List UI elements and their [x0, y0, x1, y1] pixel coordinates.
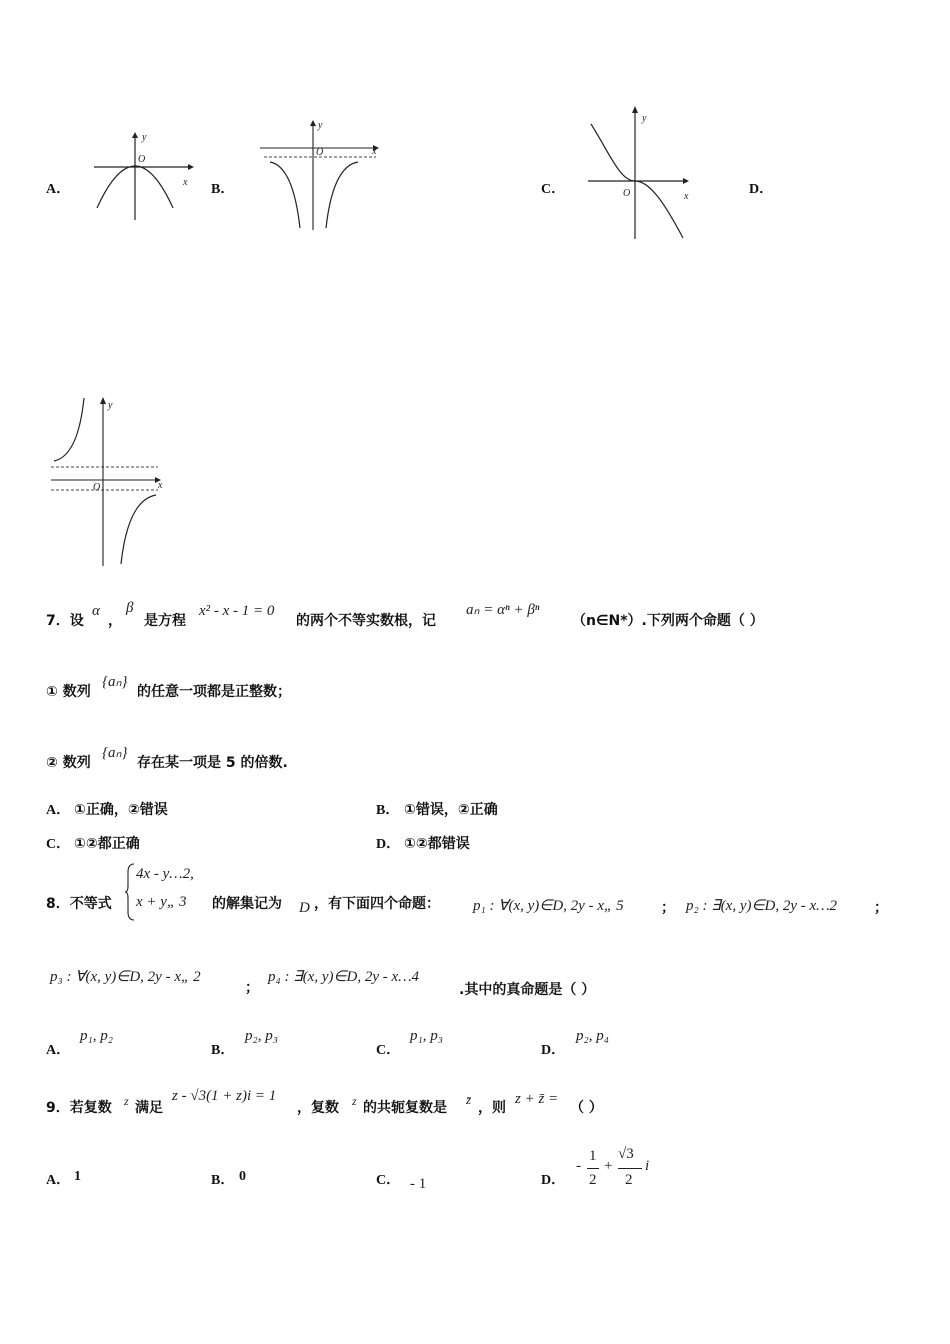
q7-beta: β — [126, 600, 134, 616]
q8-option-a[interactable]: p₁, p₂ — [80, 1028, 113, 1044]
q7-alpha: α — [92, 603, 100, 619]
q8-system-line-1: 4x - y…2, — [136, 866, 194, 882]
q9-expression: z + z̄ = — [515, 1091, 559, 1107]
origin-label: O — [138, 154, 146, 165]
svg-text:x: x — [684, 191, 689, 202]
q9-option-b[interactable]: 0 — [239, 1169, 246, 1184]
q7-seq-1: {aₙ} — [102, 674, 128, 690]
option-a-label: A． — [46, 182, 71, 197]
q9-option-a[interactable]: 1 — [74, 1169, 81, 1184]
brace-icon — [124, 862, 136, 922]
svg-text:x: x — [372, 146, 377, 157]
svg-text:y: y — [108, 400, 113, 411]
q7-option-c[interactable]: ①②都正确 — [74, 836, 140, 852]
q9-zbar: z̄ — [466, 1092, 472, 1107]
q7-option-d[interactable]: ①②都错误 — [404, 836, 470, 852]
q7-condition: （n∈N*）.下列两个命题（ ） — [572, 613, 764, 629]
q8-option-d[interactable]: p₂, p₄ — [576, 1028, 609, 1044]
svg-text:y: y — [642, 113, 647, 124]
graph-a — [88, 130, 198, 225]
q7-number: 7．设 — [46, 613, 84, 629]
q7-option-b-label: B． — [376, 803, 400, 818]
svg-text:O: O — [623, 188, 631, 199]
graph-d — [48, 394, 173, 569]
fraction-bar — [618, 1168, 642, 1169]
option-c-label: C． — [541, 182, 566, 197]
axis-y-label: y — [142, 132, 147, 143]
svg-text:O: O — [93, 482, 101, 493]
q7-statement-2-prefix: ② 数列 — [46, 755, 91, 771]
q8-number: 8．不等式 — [46, 896, 112, 912]
q8-p3: p₃ : ∀(x, y)∈D, 2y - x„ 2 — [50, 969, 201, 985]
q7-option-d-label: D． — [376, 837, 401, 852]
q7-statement-1-prefix: ① 数列 — [46, 684, 91, 700]
q8-system-line-2: x + y„ 3 — [136, 894, 187, 910]
q7-seq-2: {aₙ} — [102, 745, 128, 761]
fraction-bar — [587, 1168, 599, 1169]
axis-x-label: x — [183, 177, 188, 188]
q7-statement-2: 存在某一项是 5 的倍数. — [137, 755, 288, 771]
q7-option-a-label: A． — [46, 803, 71, 818]
graph-b — [258, 118, 383, 233]
option-d-label: D． — [749, 182, 774, 197]
svg-text:y: y — [318, 120, 323, 131]
q7-statement-1: 的任意一项都是正整数； — [137, 684, 291, 700]
q9-number: 9．若复数 — [46, 1100, 112, 1116]
q7-option-c-label: C． — [46, 837, 71, 852]
q7-sequence-def: aₙ = αⁿ + βⁿ — [466, 602, 540, 618]
q9-equation: z - √3(1 + z)i = 1 — [172, 1088, 277, 1104]
q8-p4: p₄ : ∃(x, y)∈D, 2y - x…4 — [268, 969, 420, 985]
svg-text:x: x — [158, 480, 163, 491]
q8-set-D: D — [299, 900, 310, 916]
q7-option-a[interactable]: ①正确，②错误 — [74, 802, 168, 818]
q7-equation: x² - x - 1 = 0 — [199, 603, 275, 619]
q9-z: z — [124, 1094, 129, 1108]
svg-text:O: O — [316, 147, 324, 158]
q7-option-b[interactable]: ①错误，②正确 — [404, 802, 498, 818]
graph-c — [585, 104, 695, 242]
q8-option-c[interactable]: p₁, p₃ — [410, 1028, 443, 1044]
q8-p1: p₁ : ∀(x, y)∈D, 2y - x„ 5 — [473, 898, 624, 914]
q8-p2: p₂ : ∃(x, y)∈D, 2y - x…2 — [686, 898, 838, 914]
option-b-label: B． — [211, 182, 235, 197]
q8-option-b[interactable]: p₂, p₃ — [245, 1028, 278, 1044]
q9-option-c[interactable]: - 1 — [410, 1176, 427, 1192]
